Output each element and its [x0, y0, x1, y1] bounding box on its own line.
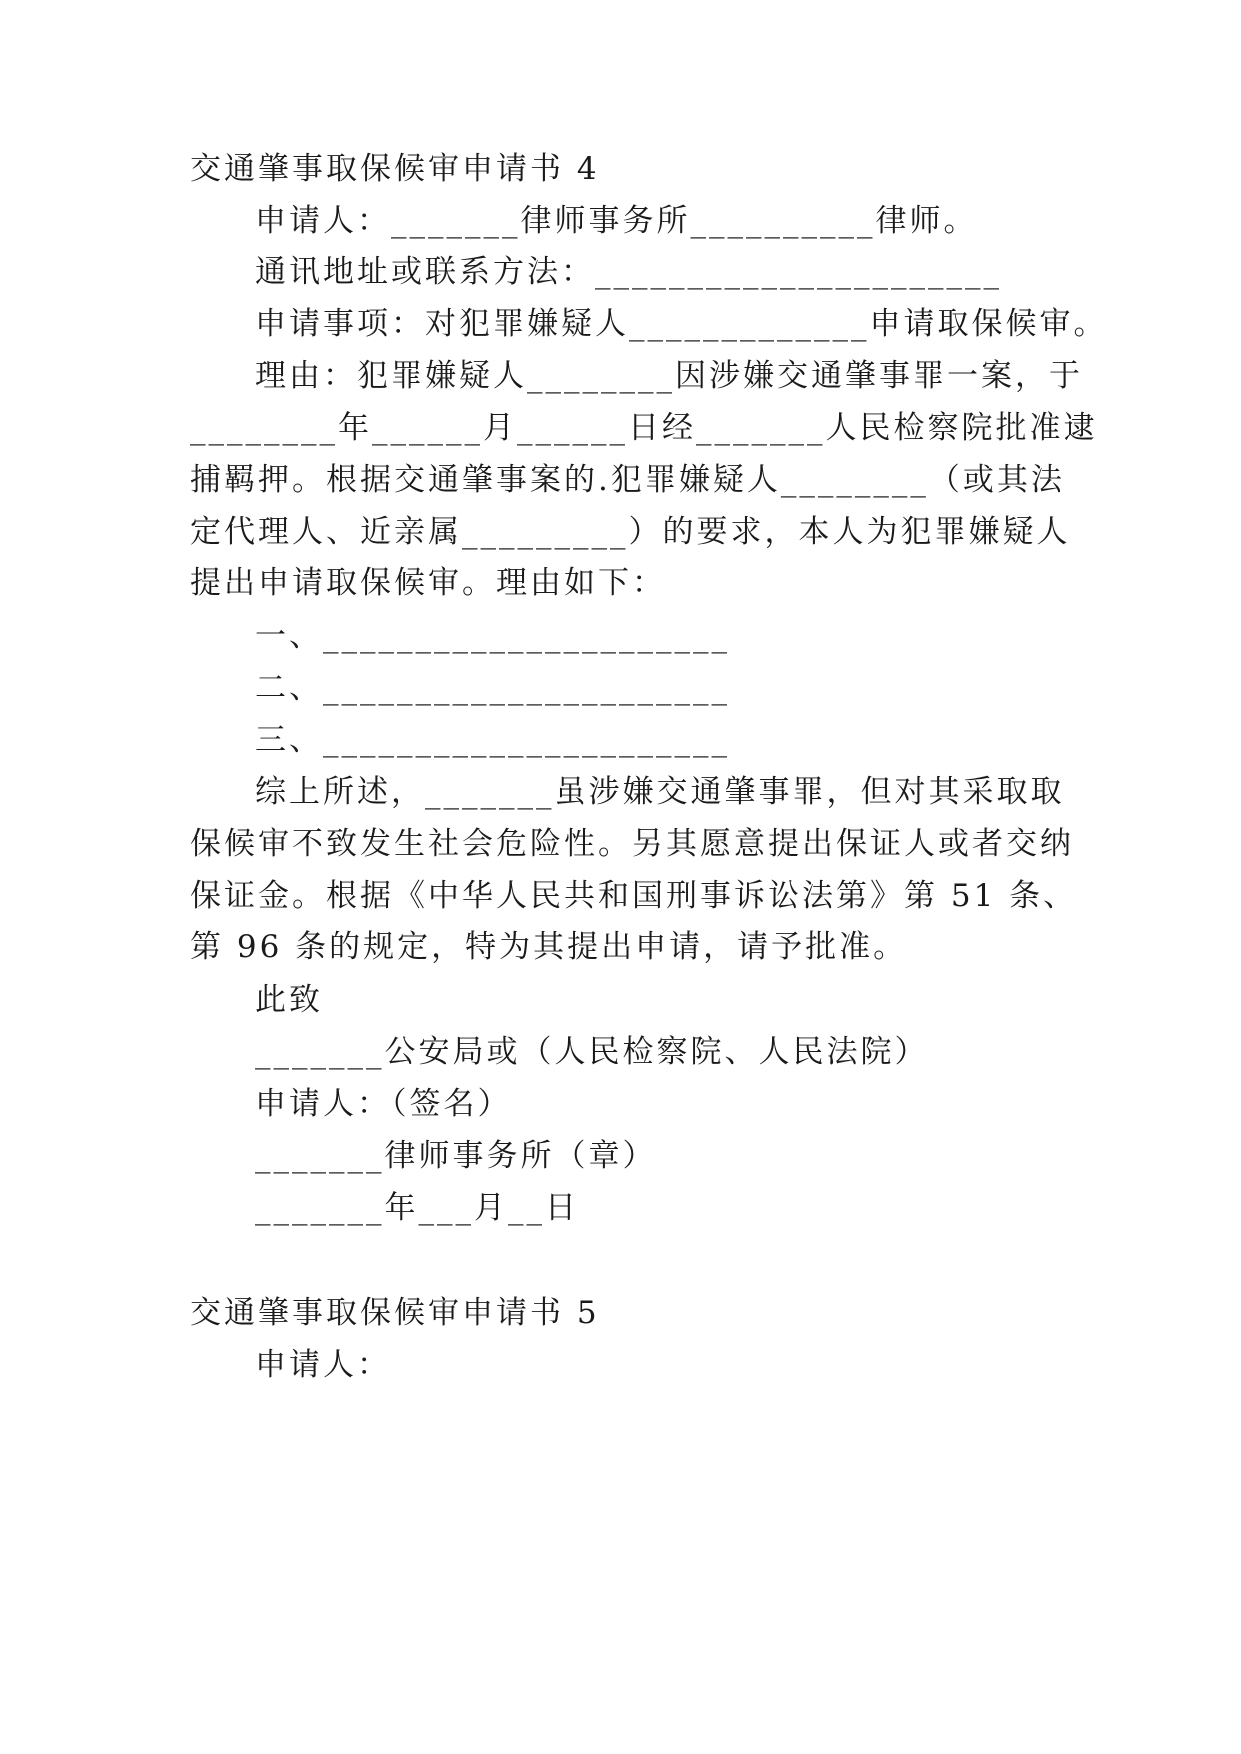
doc5-title: 交通肇事取保候审申请书 5 — [190, 1295, 600, 1331]
doc4-item-line: 一、______________________ — [255, 618, 730, 654]
doc4-item-line: 三、______________________ — [255, 722, 730, 758]
doc4-address-line: 通讯地址或联系方法：______________________ — [255, 254, 1002, 290]
doc4-recipient: _______公安局或（人民检察院、人民法院） — [255, 1034, 929, 1070]
doc4-matter-line: 申请事项：对犯罪嫌疑人_____________申请取保候审。 — [255, 306, 1108, 342]
doc4-summary-line: 第 96 条的规定，特为其提出申请，请予批准。 — [190, 929, 908, 965]
doc4-reason-line: 提出申请取保候审。理由如下： — [190, 565, 666, 601]
doc4-item-line: 二、______________________ — [255, 670, 730, 706]
doc4-reason-line: ________年______月______日经_______人民检察院批准逮 — [190, 410, 1098, 446]
doc4-reason-line: 捕羁押。根据交通肇事案的.犯罪嫌疑人________（或其法 — [190, 462, 1065, 498]
doc4-signature: 申请人：（签名） — [255, 1086, 512, 1122]
doc4-summary-line: 保证金。根据《中华人民共和国刑事诉讼法第》第 51 条、 — [190, 878, 1078, 914]
doc4-date: _______年___月__日 — [255, 1190, 579, 1226]
doc4-closing: 此致 — [255, 982, 323, 1018]
doc4-summary-line: 综上所述，_______虽涉嫌交通肇事罪，但对其采取取 — [255, 774, 1065, 810]
doc4-firm-seal: _______律师事务所（章） — [255, 1138, 657, 1174]
doc4-reason-line: 定代理人、近亲属_________）的要求，本人为犯罪嫌疑人 — [190, 514, 1071, 550]
doc4-title: 交通肇事取保候审申请书 4 — [190, 151, 600, 187]
doc4-reason-line: 理由：犯罪嫌疑人________因涉嫌交通肇事罪一案，于 — [255, 358, 1083, 394]
doc4-applicant-line: 申请人：_______律师事务所__________律师。 — [255, 203, 978, 239]
doc5-applicant-line: 申请人： — [255, 1347, 391, 1383]
doc4-summary-line: 保候审不致发生社会危险性。另其愿意提出保证人或者交纳 — [190, 826, 1074, 862]
